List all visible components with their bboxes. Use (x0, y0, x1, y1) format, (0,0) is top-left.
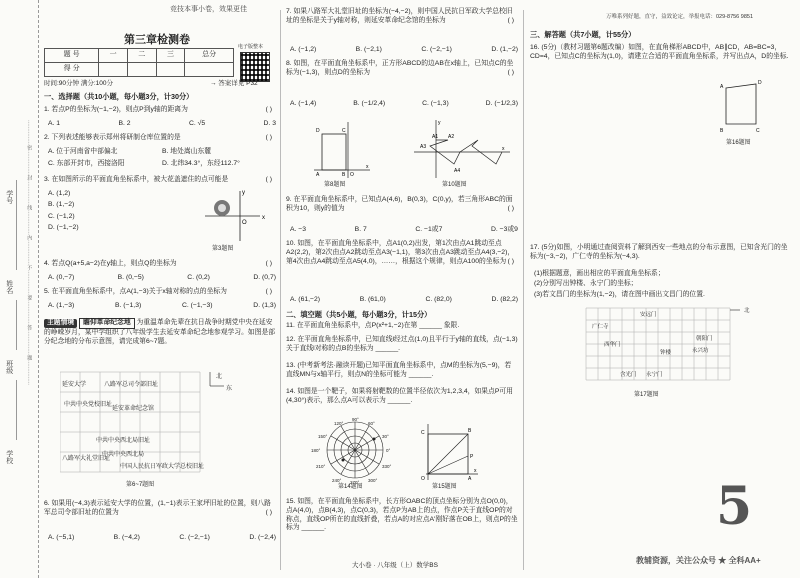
column-divider (280, 10, 281, 570)
option-c: C. (−1,−3) (181, 302, 213, 309)
question-stem: 10. 如图，在平面直角坐标系中，点A1(0,2)出发，第1次由点A1跳动至点A2(2,2)，第2次由点A2跳动至点A3(−1,1)，第3次由点A3跳动至点A4(3,−2)，第4次由点A4跳动至点A5(4,0)，……，根据这个规律，则点A100的坐标为 (286, 240, 515, 265)
angle-label: 270° (350, 480, 360, 484)
angle-label: 240° (332, 478, 342, 483)
svg-text:A: A (316, 172, 320, 178)
svg-text:D: D (758, 80, 762, 86)
answer-reference: → 答案详见 P32 (210, 80, 258, 87)
scenario-topic: 瞻仰革命纪念地 (79, 318, 135, 329)
binding-margin (0, 0, 39, 578)
svg-text:D: D (316, 128, 320, 134)
map-label: 永兴坊 (692, 348, 709, 354)
question-10 (286, 240, 518, 266)
question-stem: 3. 在如图所示的平面直角坐标系中，被大花盖遮住的点可能是 (44, 176, 229, 183)
q17-subquestions (534, 270, 705, 299)
footer-watermark: 教辅资源，关注公众号 ★ 全科AA+ (636, 556, 761, 565)
svg-text:C: C (756, 128, 760, 134)
class-label: 班级 (5, 360, 13, 374)
answer-paren[interactable]: ( ) (265, 176, 272, 183)
score-cell[interactable] (156, 63, 185, 77)
angle-label: 180° (311, 448, 321, 453)
option-b: B. (0,−5) (117, 274, 144, 281)
svg-text:B: B (720, 128, 724, 134)
q6-7-figure-caption: 第6~7题图 (126, 482, 155, 488)
option-b: B. (61,0) (359, 296, 386, 303)
q10-figure (412, 118, 512, 180)
name-label: 姓名 (5, 280, 13, 294)
option-a: A. −3 (290, 226, 307, 233)
exam-title: 第三章检测卷 (124, 34, 190, 46)
question-12: 12. 在平面直角坐标系中，已知直线l经过点(1,0)且平行于y轴的直线，点(−1,3)关于直线l对称的点B的坐标为 ______. (286, 336, 518, 352)
question-2 (44, 134, 276, 143)
section-1-heading: 一、选择题（共10小题，每小题3分，计30分） (44, 92, 194, 101)
map-label: 西华门 (604, 342, 621, 348)
question-11: 11. 在平面直角坐标系中，点P(x²+1,−2)在第 ______ 象限. (286, 322, 460, 329)
map-label: 永宁门 (646, 372, 663, 378)
option-b: B. (1,−2) (48, 201, 75, 209)
q17-figure-caption: 第17题图 (634, 392, 659, 398)
fill-line (16, 300, 17, 350)
q2-options (48, 148, 276, 169)
score-cell: 总分 (185, 49, 234, 63)
q17-sub-3: (3)若文昌门的坐标为(1,−2)，请在图中画出文昌门的位置. (534, 290, 705, 298)
question-9 (286, 196, 518, 214)
q15-figure-caption: 第15题图 (432, 484, 457, 490)
question-stem: 9. 在平面直角坐标系中，已知点A(4,6)，B(0,3)，C(0,y)，若三角形ABC的面积为10，则y的值为 (286, 196, 513, 212)
column-divider (523, 10, 524, 570)
angle-label: 150° (318, 434, 328, 439)
score-cell: 三 (156, 49, 185, 63)
svg-text:C: C (421, 430, 425, 436)
question-17: 17. (5分)如图，小明通过查阅资料了解到西安一些地点的分布示意图，已知含光门的坐标为(−3,−2)，广仁寺的坐标为(−4,3). (530, 244, 788, 260)
svg-text:A1: A1 (432, 134, 439, 140)
question-4 (44, 260, 276, 269)
option-d: D. 3 (263, 120, 276, 127)
score-cell[interactable] (127, 63, 156, 77)
north-label: 北 (744, 308, 750, 314)
question-15: 15. 如图，在平面直角坐标系中，长方形OABC的顶点坐标分别为点O(0,0)，点A(4,0)，点B(4,3)，点C(0,3)，若点P为AB上的点，作点P关于直线OP的对称点，直线OP所在的直线折叠，若点A的对应点A'刚好落在OB上，则点P的坐标为 ______. (286, 498, 518, 532)
scenario-text: 为重温革命先辈在抗日战争时期党中央在延安的峥嵘岁月，某中学组织了八年级学生去延安革命纪念地参观学习。如图是部分纪念地的分布示意图，请完成第6~7题。 (44, 319, 276, 345)
answer-paren[interactable]: ( ) (265, 106, 272, 113)
option-b: B. (−1,3) (114, 302, 142, 309)
q9-options (290, 226, 518, 234)
map-label: 广仁寺 (592, 324, 609, 330)
q16-figure-caption: 第16题图 (726, 140, 751, 146)
time-note: 时间:90分钟 满分:100分 (44, 80, 113, 87)
svg-text:x: x (474, 468, 477, 474)
answer-paren[interactable]: ( ) (507, 204, 514, 212)
header-right-slogan: 万唯系列好题，直守，益效论定，举报电话：029-8756 9851 (606, 14, 754, 20)
q14-target-figure (310, 416, 400, 484)
svg-text:B: B (468, 428, 472, 434)
question-3 (44, 176, 276, 185)
svg-text:P: P (470, 454, 474, 460)
q17-sub-2: (2)分别写出钟楼、永宁门的坐标； (534, 280, 638, 288)
svg-text:O: O (421, 476, 425, 482)
map-label: 含光门 (620, 372, 637, 378)
q1-options (48, 120, 276, 128)
question-1 (44, 106, 276, 115)
option-c: C. (−2,−1) (421, 46, 452, 53)
score-table (44, 48, 234, 77)
question-8 (286, 60, 518, 78)
section-3-heading: 三、解答题（共7小题，计55分） (530, 30, 636, 39)
q10-options (290, 296, 518, 304)
answer-paren[interactable]: ( ) (507, 257, 514, 265)
q6-7-map (60, 362, 240, 480)
answer-paren[interactable]: ( ) (265, 260, 272, 267)
q4-options (48, 274, 276, 282)
map-label: 安远门 (640, 312, 657, 318)
option-a: A. (−5,1) (48, 534, 75, 541)
svg-text:B: B (342, 172, 346, 178)
option-b: B. 地处嵩山东麓 (162, 148, 212, 155)
score-cell: 一 (99, 49, 128, 63)
angle-label: 210° (316, 464, 326, 469)
option-c: C. √5 (188, 120, 206, 127)
option-c: C. (−1,3) (422, 100, 449, 107)
question-stem: 1. 若点P的坐标为(−1,−2)，则点P到y轴的距离为 (44, 106, 188, 113)
option-b: B. 2 (118, 120, 131, 127)
option-c: C. −1或7 (415, 226, 443, 233)
q6-options (48, 534, 276, 542)
q7-options (290, 46, 518, 54)
option-c: C. 东部开封市，西接洛阳 (48, 160, 125, 168)
scenario-tag: 主题情境 (44, 319, 77, 328)
question-14: 14. 如图是一个靶子，如果将射靶数的位置半径依次为1,2,3,4，如果点P可用(4,30°)表示，那么点A可以表示为 ______. (286, 388, 513, 404)
svg-text:C: C (342, 128, 346, 134)
qr-label: 电子版整本 (238, 44, 264, 50)
q14-figure-caption: 第14题图 (338, 484, 363, 490)
option-d: D. (−2,4) (249, 534, 276, 541)
option-a: A. (61,−2) (290, 296, 321, 303)
section-2-heading: 二、填空题（共5小题，每小题3分，计15分） (286, 310, 432, 319)
option-a: A. (−1,4) (290, 100, 317, 107)
svg-text:y: y (242, 190, 245, 196)
angle-label: 330° (382, 464, 392, 469)
answer-paren[interactable]: ( ) (265, 508, 272, 516)
scenario-block (44, 318, 276, 346)
north-label: 北 (216, 374, 223, 380)
page-number: 5 (716, 476, 753, 537)
question-stem: 8. 如图，在平面直角坐标系中，正方形ABCD的边AB在x轴上，已知点C的坐标为(−1,3)，则点D的坐标为 (286, 60, 514, 76)
svg-text:x: x (262, 215, 265, 221)
east-label: 东 (226, 386, 233, 392)
question-stem: 7. 如果八路军大礼堂旧址的坐标为(−4,−2)，则中国人民抗日军政大学总校旧址的坐标是关于y轴对称，则延安革命纪念馆的坐标为 (286, 8, 513, 24)
option-c: C. (−1,2) (48, 212, 75, 220)
angle-label: 60° (368, 421, 375, 426)
score-cell[interactable] (99, 63, 128, 77)
question-6 (44, 500, 276, 518)
question-13: 13. (中考新考法·融读开题)已知平面直角坐标系中，点M的坐标为(5,−9)，若直线MN与x轴平行，则点N的坐标可能为 ______. (286, 362, 512, 378)
answer-paren[interactable]: ( ) (265, 288, 272, 295)
map-label: 中共中央西北局 (102, 452, 145, 458)
score-cell: 二 (127, 49, 156, 63)
question-16: 16. (5分)（教材习题第6题改编）如图，在直角梯形ABCD中，AB∥CD，AB=BC=3，CD=4，已知点C的坐标为(1,0)，请建立合适的平面直角坐标系，并写出点A，D的坐标. (530, 44, 789, 60)
column-2 (282, 0, 520, 578)
q3-figure (200, 186, 270, 246)
q17-xian-map (580, 304, 760, 390)
option-d: D. (0,7) (253, 274, 276, 281)
seal-line-text: ……………密……………封……………线……………内……………不……………要……………答……………题…………… (26, 120, 33, 385)
option-b: B. (−1/2,4) (353, 100, 386, 107)
svg-text:x: x (502, 146, 505, 152)
angle-label: 90° (352, 417, 359, 422)
option-d: D. −3或9 (490, 226, 518, 233)
angle-label: 0° (386, 448, 391, 453)
question-stem: 5. 在平面直角坐标系中，点A(1,−3)关于x轴对称的点的坐标为 (44, 288, 227, 295)
q5-options (48, 302, 276, 310)
option-a: A. (−1,2) (290, 46, 317, 53)
option-b: B. (−2,1) (355, 46, 382, 53)
footer-book-title: 大小卷 · 八年级（上）数学BS (352, 562, 438, 569)
svg-text:A: A (720, 84, 724, 90)
svg-text:A2: A2 (448, 134, 455, 140)
option-d: D. (−1/2,3) (485, 100, 518, 107)
answer-paren[interactable]: ( ) (507, 16, 514, 24)
map-label: 八路军总司令部旧址 (104, 382, 159, 388)
option-d: D. (−1,−2) (48, 224, 79, 232)
answer-paren[interactable]: ( ) (507, 68, 514, 76)
column-3 (526, 0, 796, 578)
score-cell[interactable] (185, 63, 234, 77)
map-label: 延安革命纪念馆 (112, 406, 155, 412)
column-1 (40, 0, 278, 578)
question-stem: 2. 下列表述能够表示郑州将研制仓库位置的是 (44, 134, 181, 141)
map-label: 延安大学 (62, 382, 87, 388)
score-cell: 题 号 (45, 49, 99, 63)
option-a: A. (1,−3) (48, 302, 75, 309)
fill-line (16, 380, 17, 440)
q10-figure-caption: 第10题图 (442, 182, 467, 188)
option-a: A. 位于河南省中部偏北 (48, 148, 118, 155)
angle-label: 30° (382, 434, 389, 439)
score-cell: 得 分 (45, 63, 99, 77)
student-id-label: 学号 (5, 190, 13, 204)
q15-figure (420, 420, 480, 482)
question-5 (44, 288, 276, 297)
option-a: A. (1,2) (48, 190, 71, 197)
option-a: A. (0,−7) (48, 274, 75, 281)
option-c: C. (0,2) (187, 274, 210, 281)
svg-text:y: y (438, 120, 441, 126)
qr-code-icon[interactable] (240, 52, 270, 82)
map-label: 中国人民抗日军政大学总校旧址 (120, 464, 205, 470)
q3-figure-caption: 第3题图 (212, 246, 234, 252)
q17-sub-1: (1)根据题意，画出相应的平面直角坐标系； (534, 270, 665, 277)
option-b: B. (−4,2) (113, 534, 140, 541)
map-label: 钟楼 (660, 350, 672, 356)
svg-text:A4: A4 (454, 168, 461, 174)
option-d: D. 北纬34.3°，东经112.7° (162, 160, 240, 168)
angle-label: 120° (334, 421, 344, 426)
q3-options (48, 190, 79, 233)
option-d: D. (1,3) (253, 302, 276, 309)
map-label: 中共中央西北局旧址 (96, 438, 151, 444)
question-stem: 6. 如果用(−4,3)表示延安大学的位置，(1,−1)表示王家坪旧址的位置，则八路军总司令部旧址的位置为 (44, 500, 271, 516)
answer-paren[interactable]: ( ) (265, 134, 272, 141)
q8-figure (312, 118, 372, 180)
option-a: A. 1 (48, 120, 61, 127)
svg-text:A: A (468, 476, 472, 482)
school-label: 学校 (5, 450, 13, 464)
question-7 (286, 8, 518, 26)
angle-label: 300° (368, 478, 378, 483)
q8-options (290, 100, 518, 108)
q16-trapezoid-figure (720, 78, 770, 138)
option-c: C. (−2,−1) (179, 534, 210, 541)
option-c: C. (82,0) (425, 296, 452, 303)
svg-text:A3: A3 (420, 144, 427, 150)
q8-figure-caption: 第8题图 (324, 182, 346, 188)
svg-text:O: O (242, 220, 247, 226)
fill-line (16, 180, 17, 270)
option-d: D. (82,2) (491, 296, 518, 303)
map-label: 八路军大礼堂旧址 (62, 456, 111, 462)
svg-text:O: O (350, 172, 354, 178)
svg-text:x: x (366, 164, 369, 170)
option-d: D. (1,−2) (491, 46, 518, 53)
question-stem: 4. 若点Q(a+5,a−2)在y轴上，则点Q的坐标为 (44, 260, 177, 267)
header-slogan: 竞技本事小卷，效果更佳 (170, 6, 247, 13)
map-label: 朝阳门 (696, 336, 713, 342)
option-b: B. 7 (354, 226, 367, 233)
map-label: 中共中央党校旧址 (64, 402, 113, 408)
